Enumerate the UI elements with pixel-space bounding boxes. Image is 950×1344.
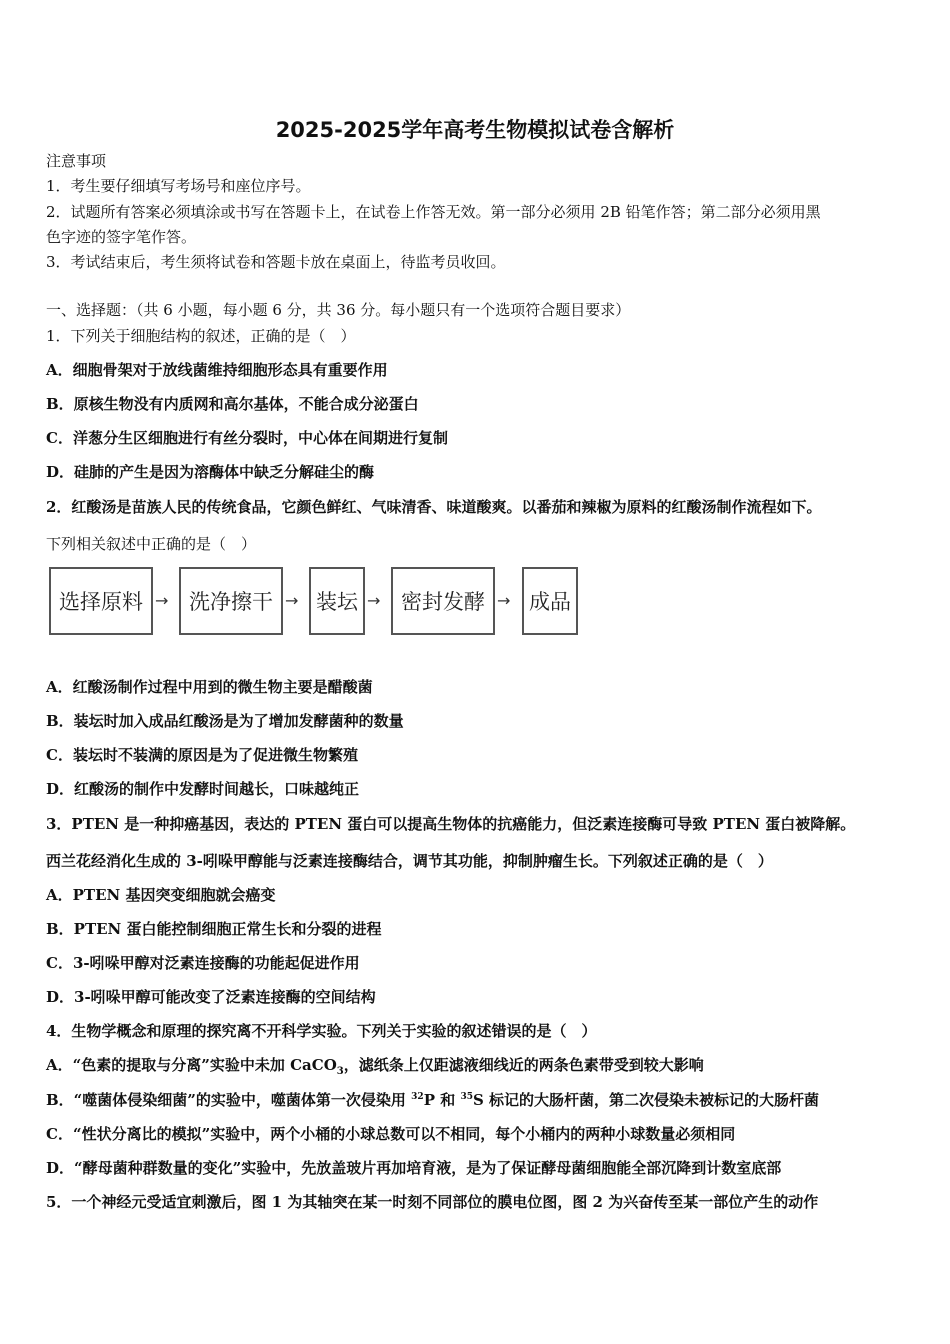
q1-option-b: B．原核生物没有内质网和高尔基体，不能合成分泌蛋白 [46,395,419,413]
q2-stem-2: 下列相关叙述中正确的是（ ） [46,535,257,553]
q1-option-d: D．硅肺的产生是因为溶酶体中缺乏分解硅尘的酶 [46,463,375,481]
notice-item-2: 2．试题所有答案必须填涂或书写在答题卡上，在试卷上作答无效。第一部分必须用 2B 铅笔作答；第二部分必须用黑 [46,203,821,221]
q3-option-d: D．3-吲哚甲醇可能改变了泛素连接酶的空间结构 [46,988,376,1006]
q1-stem: 1．下列关于细胞结构的叙述，正确的是（ ） [46,327,356,345]
notice-item-3: 3．考试结束后，考生须将试卷和答题卡放在桌面上，待监考员收回。 [46,253,506,271]
process-flow-diagram [49,567,589,639]
notice-heading: 注意事项 [46,152,107,170]
q5-stem: 5．一个神经元受适宜刺激后，图 1 为其轴突在某一时刻不同部位的膜电位图，图 2 为兴奋传至某一部位产生的动作 [46,1193,819,1211]
flow-step-2: 洗净擦干 [179,567,283,635]
q3-option-c: C．3-吲哚甲醇对泛素连接酶的功能起促进作用 [46,954,360,972]
q2-option-d: D．红酸汤的制作中发酵时间越长，口味越纯正 [46,780,360,798]
q2-stem-1: 2．红酸汤是苗族人民的传统食品，它颜色鲜红、气味清香、味道酸爽。以番茄和辣椒为原料的红酸汤制作流程如下。 [46,498,822,516]
flow-arrow-2: → [285,591,299,610]
notice-item-2-cont: 色字迹的签字笔作答。 [46,228,197,246]
q4-option-b: B．“噬菌体侵染细菌”的实验中，噬菌体第一次侵染用 $^{32}$P 和 $^{35}$S 标记的大肠杆菌，第二次侵染未被标记的大肠杆菌 [46,1091,820,1109]
page-title: 2025-2025学年高考生物模拟试卷含解析 [275,118,675,142]
q3-option-a: A．PTEN 基因突变细胞就会癌变 [46,886,276,904]
q2-option-a: A．红酸汤制作过程中用到的微生物主要是醋酸菌 [46,678,373,696]
q4-option-c: C．“性状分离比的模拟”实验中，两个小桶的小球总数可以不相同，每个小桶内的两种小球数量必须相同 [46,1125,736,1143]
notice-item-1: 1．考生要仔细填写考场号和座位序号。 [46,177,311,195]
q2-option-c: C．装坛时不装满的原因是为了促进微生物繁殖 [46,746,358,764]
flow-step-1: 选择原料 [49,567,153,635]
flow-arrow-1: → [155,591,169,610]
flow-step-3: 装坛 [309,567,365,635]
section-heading: 一、选择题：（共 6 小题，每小题 6 分，共 36 分。每小题只有一个选项符合题目要求） [46,301,631,319]
q3-stem-1: 3．PTEN 是一种抑癌基因，表达的 PTEN 蛋白可以提高生物体的抗癌能力，但泛素连接酶可导致 PTEN 蛋白被降解。 [46,815,856,833]
flow-step-4: 密封发酵 [391,567,495,635]
q3-option-b: B．PTEN 蛋白能控制细胞正常生长和分裂的进程 [46,920,382,938]
q1-option-a: A．细胞骨架对于放线菌维持细胞形态具有重要作用 [46,361,388,379]
q3-stem-2: 西兰花经消化生成的 3-吲哚甲醇能与泛素连接酶结合，调节其功能，抑制肿瘤生长。下列叙述正确的是（ ） [46,852,773,870]
q4-option-d: D．“酵母菌种群数量的变化”实验中，先放盖玻片再加培育液，是为了保证酵母菌细胞能全部沉降到计数室底部 [46,1159,782,1177]
flow-arrow-4: → [497,591,511,610]
q1-option-c: C．洋葱分生区细胞进行有丝分裂时，中心体在间期进行复制 [46,429,448,447]
q4-stem: 4．生物学概念和原理的探究离不开科学实验。下列关于实验的叙述错误的是（ ） [46,1022,597,1040]
q4-option-a: A．“色素的提取与分离”实验中未加 CaCO$_3$，滤纸条上仅距滤液细线近的两条色素带受到较大影响 [46,1056,704,1077]
q2-option-b: B．装坛时加入成品红酸汤是为了增加发酵菌种的数量 [46,712,404,730]
flow-step-5: 成品 [522,567,578,635]
flow-arrow-3: → [367,591,381,610]
